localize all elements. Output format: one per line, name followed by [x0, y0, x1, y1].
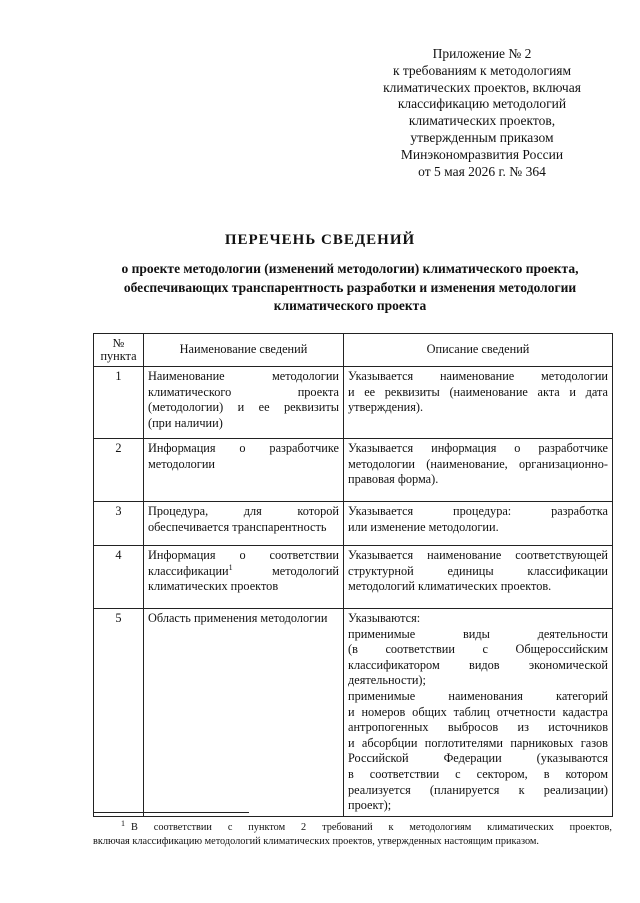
row-name-line: Наименование методологии [148, 369, 339, 383]
row-desc-line: применимые виды деятельности [348, 626, 608, 641]
row-desc-line: структурной единицы классификации [348, 563, 608, 578]
row-name-line-with-footnote [148, 564, 339, 580]
row-desc-line: в соответствии с сектором, в котором [348, 766, 608, 781]
row-desc-line: и номеров общих таблиц отчетности кадастра [348, 704, 608, 719]
appendix-line: Минэкономразвития России [400, 146, 564, 162]
row-desc-line: антропогенных выбросов из источников [348, 720, 608, 735]
subtitle-line: обеспечивающих транспарентность разработки и изменения методологии [123, 279, 577, 295]
row-description [344, 546, 613, 609]
footnote-reference: 1 [228, 562, 233, 572]
row-name [144, 502, 344, 546]
row-desc-line: Указывается информация о разработчике [348, 441, 608, 455]
row-desc-line: (в соответствии с Общероссийским [348, 642, 608, 657]
row-desc-line: Указываются: [348, 611, 421, 625]
row-desc-line: и абсорбции поглотителями парниковых газов [348, 735, 608, 750]
row-name-line: Информация о разработчике [148, 441, 339, 455]
footnote-line: включая классификацию методологий климатических проектов, утвержденных настоящим приказом. [93, 835, 540, 847]
row-desc-line: проект); [348, 798, 392, 813]
table-row [94, 367, 613, 439]
row-name-fragment: классификации [148, 563, 229, 578]
row-name-line: климатического проекта [148, 384, 339, 399]
row-name-fragment: методологий [272, 563, 339, 578]
row-desc-line: Указывается наименование методологии [348, 369, 608, 383]
row-desc-line: правовая форма). [348, 472, 439, 487]
footnote-mark: 1 [121, 819, 125, 828]
row-name-line: (при наличии) [148, 415, 223, 430]
appendix-header [352, 46, 612, 180]
row-desc-line: или изменение методологии. [348, 519, 499, 534]
appendix-line: Приложение № 2 [432, 46, 532, 61]
row-desc-line: Российской Федерации (указываются [348, 751, 608, 766]
subtitle-line: климатического проекта [273, 298, 427, 313]
subtitle-line: о проекте методологии (изменений методологии) климатического проекта, [121, 261, 579, 276]
row-desc-line: классификатором видов экономической [348, 657, 608, 672]
table-row [94, 609, 613, 817]
row-name-line: Область применения методологии [148, 611, 328, 625]
row-number: 2 [94, 439, 144, 502]
header-number: № пункта [94, 334, 144, 367]
row-desc-line: Указывается процедура: разработка [348, 504, 608, 518]
row-name [144, 439, 344, 502]
row-description [344, 439, 613, 502]
appendix-line: климатических проектов, [408, 113, 556, 129]
row-description [344, 367, 613, 439]
row-desc-line: утверждения). [348, 400, 424, 415]
header-name: Наименование сведений [144, 334, 344, 367]
footnote-separator [93, 812, 249, 813]
table-header-row [94, 334, 613, 367]
row-name-line: методологии [148, 456, 215, 471]
table-row [94, 439, 613, 502]
table-row [94, 546, 613, 609]
row-desc-line: Указывается наименование соответствующей [348, 548, 608, 562]
row-desc-line: деятельности); [348, 673, 426, 688]
document-subtitle [70, 260, 630, 316]
row-desc-line: методологий климатических проектов. [348, 579, 552, 594]
appendix-line: утвержденным приказом [410, 129, 554, 145]
row-desc-line: реализуется (планируется к реализации) [348, 782, 608, 797]
footnote-text: В соответствии с пунктом 2 требований к методологиям климатических проектов, [131, 822, 612, 833]
row-name-line: обеспечивается транспарентность [148, 519, 327, 534]
row-description [344, 502, 613, 546]
row-description [344, 609, 613, 817]
row-name [144, 609, 344, 817]
footnote-line [93, 817, 612, 835]
row-number: 4 [94, 546, 144, 609]
row-number: 1 [94, 367, 144, 439]
row-name-line: климатических проектов [148, 579, 279, 594]
table-row [94, 502, 613, 546]
row-name [144, 367, 344, 439]
row-desc-line: методологии (наименование, организационно- [348, 456, 608, 471]
row-name-line: Информация о соответствии [148, 548, 339, 562]
appendix-line: к требованиям к методологиям [392, 62, 572, 78]
row-desc-line: и ее реквизиты (наименование акта и дата [348, 384, 608, 399]
information-table [93, 333, 613, 817]
row-name [144, 546, 344, 609]
appendix-line: климатических проектов, включая [383, 79, 581, 95]
row-number: 5 [94, 609, 144, 817]
header-description: Описание сведений [344, 334, 613, 367]
row-name-line: (методологии) и ее реквизиты [148, 400, 339, 415]
appendix-line: от 5 мая 2026 г. № 364 [418, 163, 546, 179]
footnote [93, 817, 612, 848]
row-name-line: Процедура, для которой [148, 504, 339, 518]
appendix-line: классификацию методологий [397, 96, 567, 112]
document-title: ПЕРЕЧЕНЬ СВЕДЕНИЙ [224, 232, 416, 248]
row-number: 3 [94, 502, 144, 546]
row-desc-line: применимые наименования категорий [348, 688, 608, 703]
